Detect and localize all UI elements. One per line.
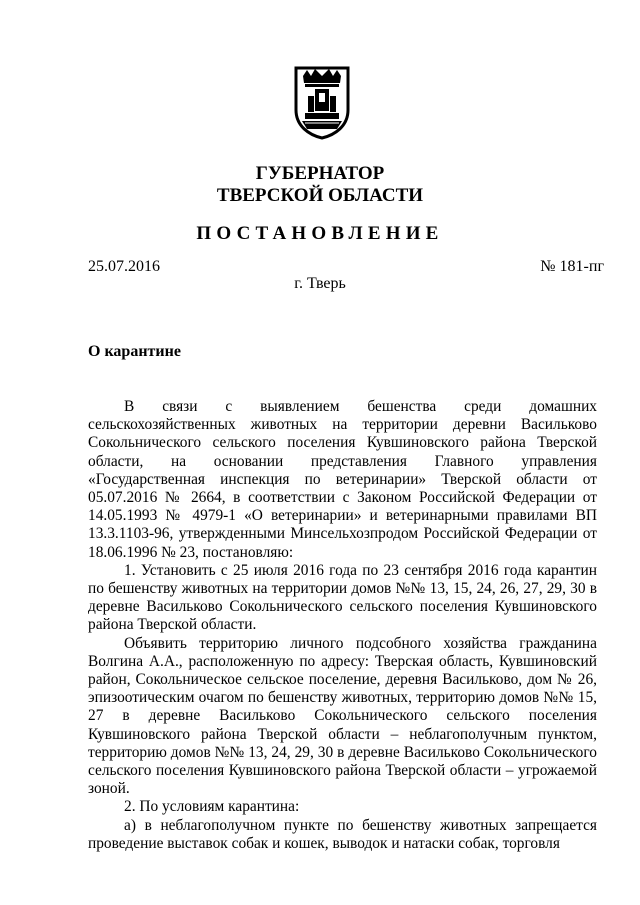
- authority-title-line1: ГУБЕРНАТОР: [255, 163, 385, 184]
- document-city: г. Тверь: [294, 275, 346, 292]
- document-type-heading: ПОСТАНОВЛЕНИЕ: [196, 223, 444, 244]
- body-paragraph: Объявить территорию личного подсобного хозяйства гражданина Волгина А.А., расположенную по адресу: Тверская область, Кувшиновский район, Сокольническое сельское поселение, деревня Васильково, дом № 26, эпизоотическим очагом по бешенству животных, территорию домов №№ 15, 27 в деревне Васильково Сокольнического сельского поселения Кувшиновского района Тверской области – неблагополучным пунктом, территорию домов №№ 13, 24, 29, 30 в деревне Васильково Сокольнического сельского поселения Кувшиновского района Тверской области – угрожаемой зоной.: [88, 634, 597, 798]
- coat-of-arms-emblem: [293, 66, 351, 140]
- document-body: [88, 398, 597, 853]
- authority-title-line2: ТВЕРСКОЙ ОБЛАСТИ: [216, 185, 424, 206]
- body-paragraph: 1. Установить с 25 июля 2016 года по 23 сентября 2016 года карантин по бешенству животных на территории домов №№ 13, 15, 24, 26, 27, 29, 30 в деревне Васильково Сокольнического сельского поселения Кувшиновского района Тверской области.: [88, 561, 597, 634]
- document-subject: О карантине: [88, 343, 181, 360]
- document-date: 25.07.2016: [88, 258, 160, 275]
- body-paragraph: 2. По условиям карантина:: [124, 798, 300, 816]
- document-number: № 181-пг: [540, 258, 604, 275]
- body-paragraph: а) в неблагополучном пункте по бешенству животных запрещается проведение выставок собак и кошек, выводок и натаски собак, торговля: [88, 816, 597, 852]
- body-paragraph: В связи с выявлением бешенства среди домашних сельскохозяйственных животных на территории деревни Васильково Сокольнического сельского поселения Кувшиновского района Тверской области, на основании представления Главного управления «Государственная инспекция по ветеринарии» Тверской области от 05.07.2016 № 2664, в соответствии с Законом Российской Федерации от 14.05.1993 № 4979-1 «О ветеринарии» и ветеринарными правилами ВП 13.3.1103-96, утвержденными Минсельхозпродом Российской Федерации от 18.06.1996 № 23, постановляю:: [88, 398, 597, 561]
